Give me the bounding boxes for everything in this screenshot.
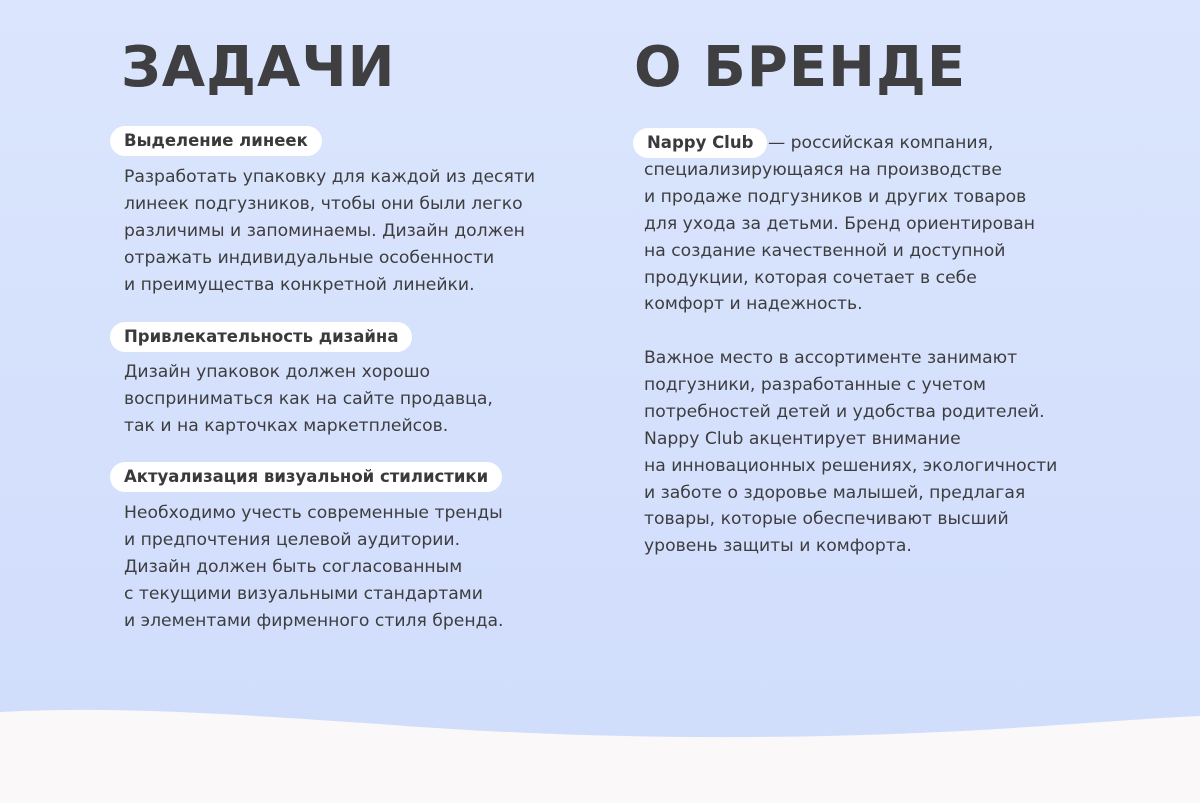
brand-name-badge: Nappy Club: [633, 128, 767, 158]
task-label-lines: Выделение линеек: [110, 126, 322, 156]
tasks-title: ЗАДАЧИ: [121, 35, 396, 100]
task-text-lines: Разработать упаковку для каждой из десяти линеек подгузников, чтобы они были легко различимы и запоминаемы. Дизайн должен отражать индивидуальные особенности и преимущества конкретной линейки.: [124, 167, 536, 295]
task-label-design-appeal: Привлекательность дизайна: [110, 322, 412, 352]
brand-intro-first-line: — российская компания,: [768, 133, 994, 153]
task-text-visual-style: Необходимо учесть современные тренды и предпочтения целевой аудитории. Дизайн должен быть согласованным с текущими визуальными стандартами и элементами фирменного стиля бренда.: [124, 503, 504, 631]
brand-paragraph-2: Важное место в ассортименте занимают подгузники, разработанные с учетом потребностей детей и удобства родителей. Nappy Club акцентирует внимание на инновационных решениях, экологичности и заботе о здоровье малышей, предлагая товары, которые обеспечивают высший уровень защиты и комфорта.: [644, 348, 1058, 557]
task-text-design-appeal: Дизайн упаковок должен хорошо восприниматься как на сайте продавца, так и на карточках маркетплейсов.: [124, 362, 493, 436]
brand-title: О БРЕНДЕ: [634, 35, 967, 100]
bottom-wave: [0, 690, 1200, 803]
brand-intro-rest: специализирующаяся на производстве и продаже подгузников и других товаров для ухода за детьми. Бренд ориентирован на создание качественной и доступной продукции, которая сочетает в себе комфорт и надежность.: [644, 159, 1035, 315]
brand-intro-paragraph: [644, 130, 1164, 318]
task-label-visual-style: Актуализация визуальной стилистики: [110, 462, 502, 492]
